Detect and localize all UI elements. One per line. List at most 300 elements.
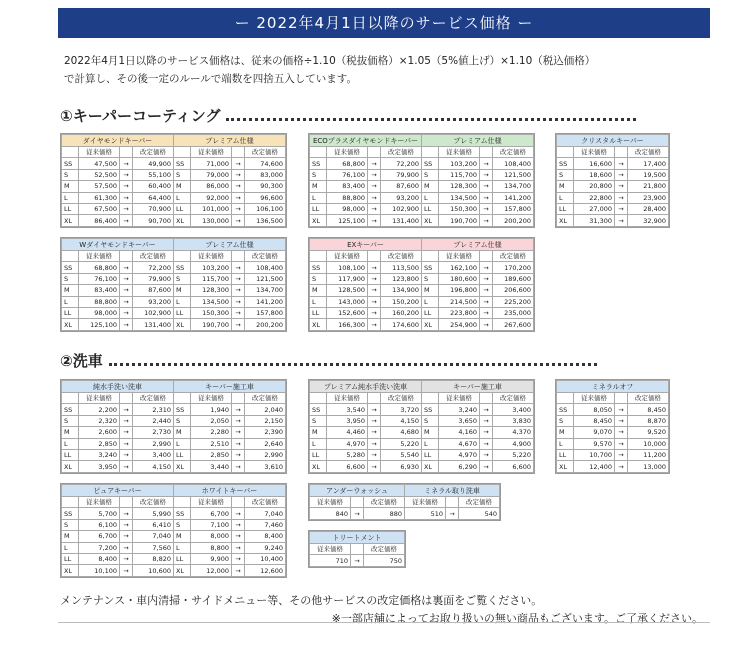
size-cell: LL: [62, 307, 79, 318]
table-row: [62, 262, 286, 273]
size-col-header: [422, 147, 439, 158]
new-price-cell: 6,600: [493, 461, 534, 472]
new-price-cell: 134,700: [493, 181, 534, 192]
size-cell: SS: [310, 262, 327, 273]
arrow-col-header: [120, 147, 133, 158]
size-cell: M: [310, 285, 327, 296]
table-row: [310, 319, 534, 330]
old-price-cell: 6,700: [79, 531, 120, 542]
footer-rule: [58, 622, 710, 623]
price-table: [61, 134, 286, 227]
old-price-cell: 9,070: [574, 427, 615, 438]
arrow-col-header: [120, 497, 133, 508]
arrow-cell: →: [480, 438, 493, 449]
new-price-cell: 134,900: [381, 285, 422, 296]
arrow-cell: →: [120, 319, 133, 330]
arrow-cell: →: [120, 215, 133, 226]
new-price-cell: 28,400: [628, 203, 669, 214]
size-cell: S: [174, 415, 191, 426]
arrow-col-header: [480, 147, 493, 158]
old-price-cell: 108,100: [327, 262, 368, 273]
size-cell: M: [62, 427, 79, 438]
premium_wash-price-table: [308, 379, 535, 474]
old-price-cell: 2,280: [191, 427, 232, 438]
old-price-cell: 18,600: [574, 169, 615, 180]
new-price-cell: 113,500: [381, 262, 422, 273]
new-price-header: 改定価格: [133, 251, 174, 262]
arrow-cell: →: [615, 192, 628, 203]
table-row: [62, 273, 286, 284]
old-price-cell: 6,100: [79, 519, 120, 530]
size-cell: S: [422, 273, 439, 284]
old-price-cell: 3,950: [79, 461, 120, 472]
new-price-cell: 13,000: [628, 461, 669, 472]
new-price-cell: 200,200: [245, 319, 286, 330]
eco-price-table: [308, 133, 535, 228]
table-row: [557, 438, 669, 449]
old-price-cell: 22,800: [574, 192, 615, 203]
old-price-cell: 5,700: [79, 508, 120, 519]
old-price-cell: 7,200: [79, 542, 120, 553]
footer-note: メンテナンス・車内清掃・サイドメニュー等、その他サービスの改定価格は裏面をご覧ください。: [60, 594, 543, 607]
size-cell: S: [557, 169, 574, 180]
arrow-cell: →: [120, 158, 133, 169]
arrow-cell: →: [368, 449, 381, 460]
old-price-cell: 83,400: [79, 285, 120, 296]
arrow-cell: →: [368, 415, 381, 426]
footer-disclaimer: ※一部店舗によってお取り扱いの無い商品もございます。ご了承ください。: [331, 612, 703, 625]
table-row: [62, 508, 286, 519]
arrow-cell: →: [368, 319, 381, 330]
size-cell: LL: [557, 449, 574, 460]
new-price-cell: 7,560: [133, 542, 174, 553]
size-cell: S: [310, 273, 327, 284]
size-cell: LL: [557, 203, 574, 214]
arrow-cell: →: [232, 415, 245, 426]
new-price-cell: 79,900: [381, 169, 422, 180]
old-price-cell: 4,970: [439, 449, 480, 460]
arrow-cell: →: [480, 181, 493, 192]
new-price-cell: 200,200: [493, 215, 534, 226]
new-price-cell: 880: [364, 508, 405, 519]
old-price-header: 従来価格: [310, 497, 351, 508]
size-cell: LL: [422, 449, 439, 460]
table-row: [62, 519, 286, 530]
new-price-header: 改定価格: [381, 251, 422, 262]
new-price-cell: 102,900: [381, 203, 422, 214]
intro-line-1: 2022年4月1日以降のサービス価格は、従来の価格÷1.10（税抜価格）×1.05（5%値上げ）×1.10（税込価格）: [64, 55, 596, 67]
old-price-cell: 180,600: [439, 273, 480, 284]
arrow-cell: →: [120, 404, 133, 415]
arrow-cell: →: [368, 215, 381, 226]
old-price-cell: 214,500: [439, 296, 480, 307]
arrow-cell: →: [232, 404, 245, 415]
arrow-cell: →: [615, 461, 628, 472]
new-price-header: 改定価格: [133, 147, 174, 158]
new-price-cell: 206,600: [493, 285, 534, 296]
price-table: [309, 134, 534, 227]
table-group-title: Wダイヤモンドキーパー: [62, 239, 174, 251]
size-cell: SS: [174, 158, 191, 169]
arrow-cell: →: [480, 169, 493, 180]
arrow-col-header: [232, 251, 245, 262]
new-price-cell: 102,900: [133, 307, 174, 318]
size-cell: L: [310, 192, 327, 203]
old-price-cell: 83,400: [327, 181, 368, 192]
size-col-header: [174, 497, 191, 508]
arrow-cell: →: [120, 531, 133, 542]
size-cell: XL: [62, 319, 79, 330]
table-row: [557, 427, 669, 438]
table-row: [62, 307, 286, 318]
table-row: [62, 427, 286, 438]
arrow-cell: →: [232, 215, 245, 226]
old-price-cell: 8,000: [191, 531, 232, 542]
arrow-cell: →: [480, 203, 493, 214]
size-cell: L: [62, 438, 79, 449]
old-price-cell: 3,950: [327, 415, 368, 426]
arrow-col-header: [232, 497, 245, 508]
new-price-header: 改定価格: [381, 393, 422, 404]
intro-text: [64, 52, 595, 88]
old-price-cell: 2,320: [79, 415, 120, 426]
size-cell: XL: [62, 461, 79, 472]
old-price-cell: 3,240: [79, 449, 120, 460]
size-cell: LL: [174, 203, 191, 214]
new-price-cell: 170,200: [493, 262, 534, 273]
arrow-cell: →: [120, 542, 133, 553]
size-col-header: [310, 393, 327, 404]
size-col-header: [62, 393, 79, 404]
new-price-cell: 157,800: [245, 307, 286, 318]
table-row: [62, 565, 286, 576]
arrow-cell: →: [480, 427, 493, 438]
arrow-cell: →: [615, 404, 628, 415]
arrow-cell: →: [368, 203, 381, 214]
old-price-cell: 128,500: [327, 285, 368, 296]
old-price-header: 従来価格: [79, 147, 120, 158]
arrow-cell: →: [120, 307, 133, 318]
old-price-cell: 101,000: [191, 203, 232, 214]
arrow-cell: →: [480, 415, 493, 426]
size-cell: S: [62, 273, 79, 284]
table-group-title: プレミアム純水手洗い洗車: [310, 381, 422, 393]
size-cell: LL: [174, 449, 191, 460]
old-price-cell: 5,280: [327, 449, 368, 460]
old-price-cell: 92,000: [191, 192, 232, 203]
table-row: [310, 273, 534, 284]
new-price-cell: 64,400: [133, 192, 174, 203]
arrow-col-header: [368, 393, 381, 404]
arrow-cell: →: [232, 285, 245, 296]
size-cell: LL: [174, 307, 191, 318]
section-wash-heading: [60, 350, 597, 371]
arrow-cell: →: [446, 508, 459, 519]
section-keeper-heading: [60, 105, 636, 126]
arrow-cell: →: [120, 285, 133, 296]
arrow-col-header: [351, 497, 364, 508]
size-cell: SS: [62, 158, 79, 169]
arrow-cell: →: [368, 262, 381, 273]
arrow-cell: →: [480, 192, 493, 203]
old-price-header: 従来価格: [310, 544, 351, 555]
size-cell: S: [174, 169, 191, 180]
old-price-cell: 190,700: [439, 215, 480, 226]
arrow-cell: →: [615, 169, 628, 180]
new-price-cell: 21,800: [628, 181, 669, 192]
old-price-cell: 16,600: [574, 158, 615, 169]
arrow-cell: →: [480, 307, 493, 318]
new-price-cell: 3,830: [493, 415, 534, 426]
old-price-header: 従来価格: [574, 147, 615, 158]
size-cell: M: [557, 181, 574, 192]
arrow-col-header: [446, 497, 459, 508]
size-cell: M: [557, 427, 574, 438]
new-price-cell: 6,410: [133, 519, 174, 530]
table-row: [62, 449, 286, 460]
size-cell: S: [62, 415, 79, 426]
arrow-cell: →: [120, 262, 133, 273]
new-price-cell: 2,390: [245, 427, 286, 438]
new-price-cell: 93,200: [381, 192, 422, 203]
arrow-cell: →: [120, 273, 133, 284]
old-price-cell: 20,800: [574, 181, 615, 192]
new-price-cell: 9,520: [628, 427, 669, 438]
size-cell: M: [62, 531, 79, 542]
size-cell: SS: [422, 262, 439, 273]
wash-price-table: [60, 379, 287, 474]
price-table: [556, 380, 669, 473]
new-price-cell: 2,440: [133, 415, 174, 426]
old-price-cell: 8,450: [574, 415, 615, 426]
old-price-cell: 196,800: [439, 285, 480, 296]
arrow-cell: →: [232, 542, 245, 553]
arrow-cell: →: [368, 285, 381, 296]
arrow-cell: →: [480, 296, 493, 307]
old-price-header: 従来価格: [79, 251, 120, 262]
size-cell: XL: [174, 319, 191, 330]
new-price-cell: 74,600: [245, 158, 286, 169]
new-price-header: 改定価格: [364, 497, 405, 508]
old-price-cell: 98,000: [79, 307, 120, 318]
new-price-cell: 8,450: [628, 404, 669, 415]
table-row: [62, 438, 286, 449]
arrow-cell: →: [232, 307, 245, 318]
size-cell: SS: [310, 158, 327, 169]
table-group-title: トリートメント: [310, 532, 405, 544]
size-cell: L: [310, 296, 327, 307]
new-price-cell: 10,400: [245, 553, 286, 564]
old-price-header: 従来価格: [191, 497, 232, 508]
new-price-cell: 49,900: [133, 158, 174, 169]
old-price-cell: 8,800: [191, 542, 232, 553]
table-row: [557, 404, 669, 415]
arrow-cell: →: [120, 553, 133, 564]
old-price-cell: 162,100: [439, 262, 480, 273]
old-price-cell: 61,300: [79, 192, 120, 203]
table-row: [310, 449, 534, 460]
size-col-header: [557, 147, 574, 158]
size-col-header: [62, 497, 79, 508]
old-price-header: 従来価格: [191, 251, 232, 262]
new-price-cell: 131,400: [133, 319, 174, 330]
new-price-cell: 5,220: [493, 449, 534, 460]
size-col-header: [557, 393, 574, 404]
arrow-col-header: [120, 393, 133, 404]
old-price-header: 従来価格: [327, 251, 368, 262]
table-group-title: ECOプラスダイヤモンドキーパー: [310, 135, 422, 147]
old-price-header: 従来価格: [327, 147, 368, 158]
arrow-cell: →: [368, 273, 381, 284]
old-price-cell: 152,600: [327, 307, 368, 318]
size-cell: LL: [422, 307, 439, 318]
old-price-cell: 134,500: [191, 296, 232, 307]
table-row: [62, 158, 286, 169]
table-row: [557, 169, 669, 180]
size-cell: XL: [422, 461, 439, 472]
new-price-cell: 19,500: [628, 169, 669, 180]
size-cell: M: [174, 181, 191, 192]
old-price-cell: 27,000: [574, 203, 615, 214]
table-group-title: キーパー施工車: [422, 381, 534, 393]
size-cell: XL: [174, 215, 191, 226]
arrow-cell: →: [368, 181, 381, 192]
old-price-cell: 67,500: [79, 203, 120, 214]
size-col-header: [422, 393, 439, 404]
new-price-cell: 2,990: [133, 438, 174, 449]
arrow-cell: →: [120, 203, 133, 214]
table-row: [557, 192, 669, 203]
size-cell: XL: [557, 215, 574, 226]
new-price-cell: 5,990: [133, 508, 174, 519]
size-cell: SS: [557, 404, 574, 415]
arrow-col-header: [480, 251, 493, 262]
size-col-header: [174, 393, 191, 404]
size-cell: LL: [62, 449, 79, 460]
old-price-cell: 3,650: [439, 415, 480, 426]
arrow-cell: →: [368, 307, 381, 318]
new-price-cell: 87,600: [133, 285, 174, 296]
size-cell: M: [62, 181, 79, 192]
table-group-title: プレミアム仕様: [422, 239, 534, 251]
old-price-cell: 98,000: [327, 203, 368, 214]
arrow-col-header: [232, 147, 245, 158]
new-price-cell: 131,400: [381, 215, 422, 226]
old-price-cell: 150,300: [439, 203, 480, 214]
new-price-cell: 3,400: [493, 404, 534, 415]
arrow-cell: →: [120, 296, 133, 307]
arrow-cell: →: [615, 181, 628, 192]
table-row: [310, 404, 534, 415]
size-cell: S: [174, 519, 191, 530]
old-price-header: 従来価格: [191, 147, 232, 158]
size-cell: S: [422, 415, 439, 426]
new-price-cell: 2,990: [245, 449, 286, 460]
size-cell: M: [422, 427, 439, 438]
size-cell: XL: [557, 461, 574, 472]
section-keeper-title: ①キーパーコーティング: [60, 107, 221, 125]
old-price-cell: 6,290: [439, 461, 480, 472]
old-price-cell: 840: [310, 508, 351, 519]
new-price-cell: 3,610: [245, 461, 286, 472]
arrow-cell: →: [368, 169, 381, 180]
arrow-col-header: [368, 147, 381, 158]
size-cell: M: [422, 285, 439, 296]
table-row: [310, 203, 534, 214]
old-price-cell: 10,700: [574, 449, 615, 460]
arrow-cell: →: [232, 565, 245, 576]
new-price-header: 改定価格: [493, 251, 534, 262]
size-cell: LL: [174, 553, 191, 564]
size-cell: L: [62, 542, 79, 553]
underwash-price-table: [308, 483, 501, 521]
price-table: [309, 484, 500, 520]
arrow-cell: →: [615, 438, 628, 449]
old-price-cell: 86,400: [79, 215, 120, 226]
size-cell: SS: [557, 158, 574, 169]
arrow-col-header: [368, 251, 381, 262]
old-price-header: 従来価格: [439, 251, 480, 262]
new-price-cell: 23,900: [628, 192, 669, 203]
pure-price-table: [60, 483, 287, 578]
old-price-cell: 130,000: [191, 215, 232, 226]
old-price-cell: 31,300: [574, 215, 615, 226]
old-price-header: 従来価格: [191, 393, 232, 404]
arrow-cell: →: [232, 158, 245, 169]
old-price-cell: 103,200: [439, 158, 480, 169]
size-cell: SS: [174, 404, 191, 415]
arrow-col-header: [351, 544, 364, 555]
new-price-cell: 108,400: [245, 262, 286, 273]
new-price-cell: 540: [459, 508, 500, 519]
old-price-cell: 710: [310, 555, 351, 566]
size-cell: SS: [422, 158, 439, 169]
new-price-cell: 5,540: [381, 449, 422, 460]
old-price-cell: 103,200: [191, 262, 232, 273]
new-price-header: 改定価格: [364, 544, 405, 555]
old-price-cell: 128,300: [191, 285, 232, 296]
crystal-price-table: [555, 133, 670, 228]
size-cell: S: [310, 169, 327, 180]
old-price-cell: 7,100: [191, 519, 232, 530]
arrow-cell: →: [368, 296, 381, 307]
old-price-cell: 68,800: [79, 262, 120, 273]
table-row: [310, 262, 534, 273]
table-row: [310, 427, 534, 438]
arrow-cell: →: [368, 427, 381, 438]
new-price-cell: 4,150: [381, 415, 422, 426]
size-cell: LL: [62, 553, 79, 564]
size-col-header: [62, 147, 79, 158]
size-cell: SS: [62, 404, 79, 415]
size-cell: LL: [62, 203, 79, 214]
arrow-cell: →: [368, 438, 381, 449]
old-price-cell: 2,510: [191, 438, 232, 449]
size-col-header: [174, 147, 191, 158]
new-price-cell: 2,730: [133, 427, 174, 438]
arrow-cell: →: [351, 508, 364, 519]
old-price-cell: 6,700: [191, 508, 232, 519]
size-cell: L: [310, 438, 327, 449]
arrow-cell: →: [480, 285, 493, 296]
old-price-cell: 4,160: [439, 427, 480, 438]
size-cell: XL: [62, 565, 79, 576]
mineral-price-table: [555, 379, 670, 474]
new-price-cell: 189,600: [493, 273, 534, 284]
size-cell: SS: [62, 508, 79, 519]
old-price-cell: 79,000: [191, 169, 232, 180]
arrow-col-header: [120, 251, 133, 262]
